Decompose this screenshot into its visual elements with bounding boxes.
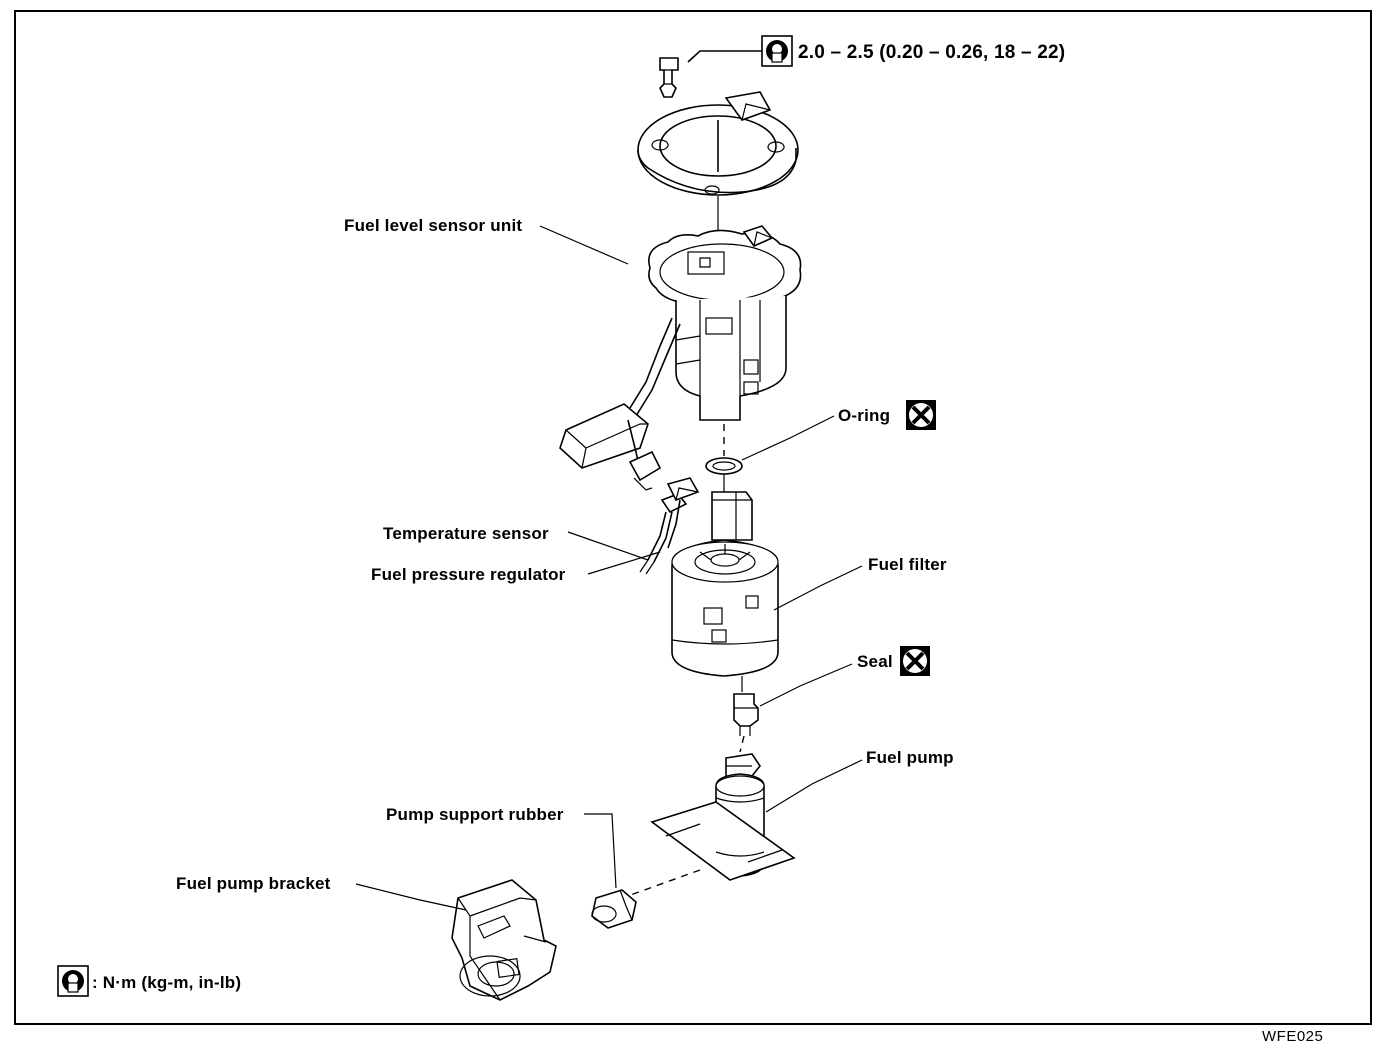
fuel-filter-part <box>672 492 778 676</box>
callout-pump-support-rubber: Pump support rubber <box>386 805 564 824</box>
leader-fuel-filter <box>774 566 862 610</box>
leader-o-ring <box>742 416 834 460</box>
callout-fuel-pressure-regulator: Fuel pressure regulator <box>371 565 566 584</box>
leader-temperature-sensor <box>568 532 648 560</box>
callout-seal: Seal <box>857 652 893 671</box>
seal-part <box>734 694 758 736</box>
torque-leader-line <box>688 51 762 62</box>
figure-code-label: WFE025 <box>1262 1028 1324 1045</box>
callout-fuel-pump-bracket: Fuel pump bracket <box>176 874 331 893</box>
torque-bolt-icon <box>762 36 792 66</box>
torque-spec-label: 2.0 – 2.5 (0.20 – 0.26, 18 – 22) <box>798 42 1066 63</box>
callout-fuel-pump: Fuel pump <box>866 748 954 767</box>
leader-fuel-pump-bracket <box>356 884 466 910</box>
replace-part-x-icon-oring <box>906 400 936 430</box>
leader-fuel-level-sensor <box>540 226 628 264</box>
callout-fuel-filter: Fuel filter <box>868 555 947 574</box>
fuel-pump-bracket-part <box>452 880 556 1000</box>
leader-fuel-pump <box>766 760 862 812</box>
leader-seal <box>760 664 852 706</box>
o-ring-part <box>706 458 742 474</box>
fuel-pump-part <box>652 754 794 880</box>
leader-fuel-pressure-regulator <box>588 552 660 574</box>
callout-temperature-sensor: Temperature sensor <box>383 524 549 543</box>
assembly-axis-pump <box>740 736 744 752</box>
lock-ring-bolt <box>660 58 678 97</box>
legend-bolt-icon <box>58 966 88 996</box>
callout-o-ring: O-ring <box>838 406 891 425</box>
legend-units-label: : N·m (kg-m, in-lb) <box>92 973 242 992</box>
replace-part-x-icon-seal <box>900 646 930 676</box>
fuel-tank-lock-ring <box>638 92 798 195</box>
fuel-level-sensor-unit-part <box>560 226 801 490</box>
callout-fuel-level-sensor-unit: Fuel level sensor unit <box>344 216 523 235</box>
leader-pump-support-rubber <box>584 814 616 888</box>
pump-support-rubber-part <box>592 890 636 928</box>
